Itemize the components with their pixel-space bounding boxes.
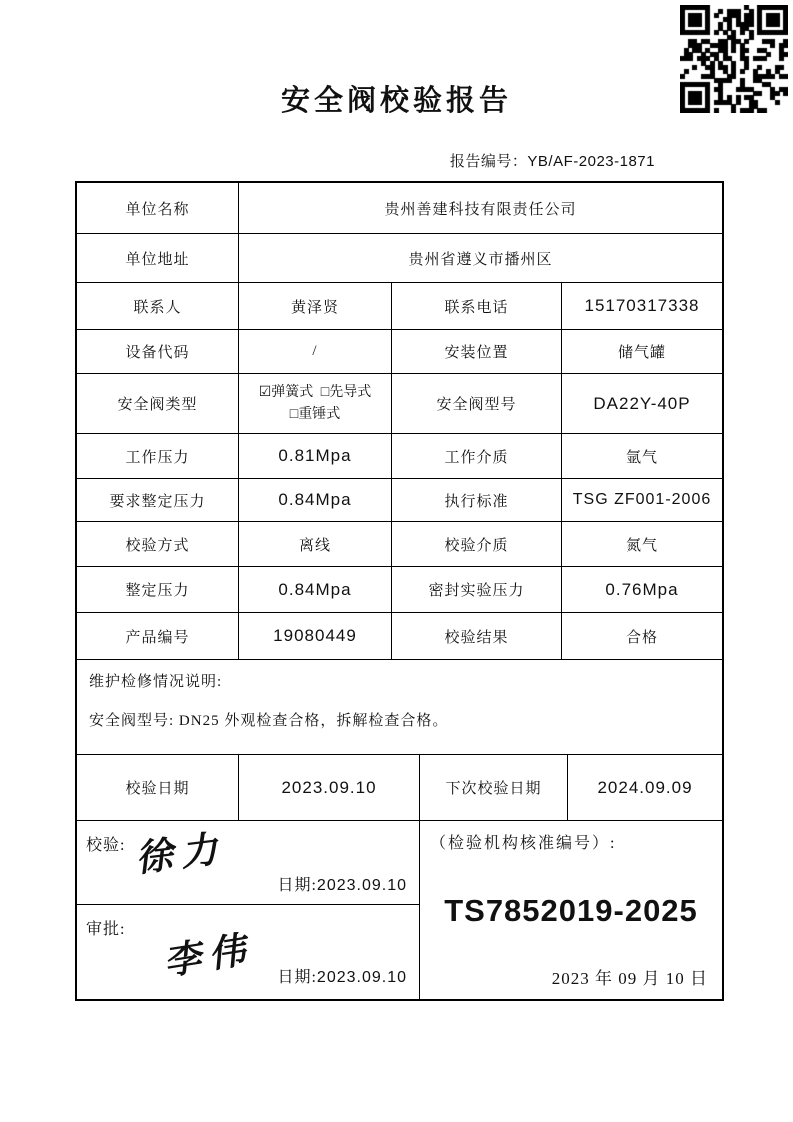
work-pressure-label: 工作压力 [77,434,239,478]
phone-label: 联系电话 [392,283,562,329]
calibration-medium-label: 校验介质 [392,522,562,566]
signature-column [77,821,420,999]
table-row [77,283,722,330]
standard-value: TSG ZF001-2006 [572,491,712,508]
table-row [77,613,722,660]
table-row [77,567,722,613]
agency-approval-number: TS7852019-2025 [444,893,698,928]
signature-section [77,821,722,999]
seal-test-pressure-value: 0.76Mpa [605,579,679,599]
table-row [77,479,722,522]
standard-label: 执行标准 [392,479,562,521]
next-calibration-date-value: 2024.09.09 [597,777,693,797]
unit-name-value: 贵州善建科技有限责任公司 [384,201,577,218]
calibration-method-label: 校验方式 [77,522,239,566]
product-number-value: 19080449 [239,613,392,659]
table-row [77,234,722,283]
calibration-medium-value: 氮气 [625,537,658,554]
work-medium-label: 工作介质 [392,434,562,478]
checkbox-pilot: □先导式 [320,384,372,400]
valve-type-checkboxes [243,382,387,425]
report-table [75,181,724,1001]
table-row [77,374,722,434]
table-row [77,330,722,374]
work-medium-value: 氩气 [625,449,658,466]
calibrator-date-value: 2023.09.10 [316,877,407,894]
calibrator-signature-block [77,821,419,905]
work-pressure-value: 0.81Mpa [239,434,392,478]
required-set-pressure-label: 要求整定压力 [77,479,239,521]
unit-name-label: 单位名称 [77,183,239,233]
approver-signature: 李伟 [160,926,257,984]
phone-value: 15170317338 [584,296,700,315]
calibration-date-label: 校验日期 [77,755,239,820]
maintenance-notes-title: 维护检修情况说明: [89,674,223,690]
set-pressure-value: 0.84Mpa [239,567,392,612]
device-code-value: / [239,330,392,373]
table-row [77,183,722,234]
calibrator-signature: 徐力 [133,825,228,881]
table-row [77,522,722,567]
calibrator-label: 校验: [86,837,126,854]
agency-date: 2023 年 09 月 10 日 [551,969,708,988]
contact-value: 黄泽贤 [239,283,392,329]
checkbox-weight: □重锤式 [289,406,341,422]
approver-date-line [277,964,407,987]
valve-type-options [239,374,392,433]
agency-approval-label: （检验机构核准编号）: [430,835,617,852]
calibration-date-value: 2023.09.10 [239,755,420,820]
approver-label: 审批: [86,921,126,938]
valve-type-label: 安全阀类型 [77,374,239,433]
maintenance-notes [77,660,722,755]
table-row [77,434,722,479]
checkbox-spring-checked: ☑弹簧式 [258,384,314,400]
report-number-line [450,150,655,171]
next-calibration-date-label: 下次校验日期 [420,755,568,820]
report-number-value: YB/AF-2023-1871 [527,153,655,170]
approver-date-label: 日期: [277,969,317,986]
product-number-label: 产品编号 [77,613,239,659]
calibration-method-value: 离线 [239,522,392,566]
approver-date-value: 2023.09.10 [316,969,407,986]
report-number-label: 报告编号： [449,154,528,170]
install-position-value: 储气罐 [617,345,666,361]
calibrator-date-label: 日期: [277,877,317,894]
seal-test-pressure-label: 密封实验压力 [392,567,562,612]
set-pressure-label: 整定压力 [77,567,239,612]
install-position-label: 安装位置 [392,330,562,373]
device-code-label: 设备代码 [77,330,239,373]
calibration-result-value: 合格 [625,629,658,646]
page-title: 安全阀校验报告 [280,85,512,117]
required-set-pressure-value: 0.84Mpa [239,479,392,521]
valve-model-label: 安全阀型号 [392,374,562,433]
maintenance-notes-content: 安全阀型号: DN25 外观检查合格，拆解检查合格。 [89,713,449,729]
calibrator-date-line [277,872,407,895]
agency-block [420,821,722,999]
unit-address-value: 贵州省遵义市播州区 [408,251,553,268]
calibration-result-label: 校验结果 [392,613,562,659]
table-row [77,755,722,821]
valve-model-value: DA22Y-40P [593,393,691,413]
approver-signature-block [77,905,419,999]
unit-address-label: 单位地址 [77,234,239,282]
contact-label: 联系人 [77,283,239,329]
